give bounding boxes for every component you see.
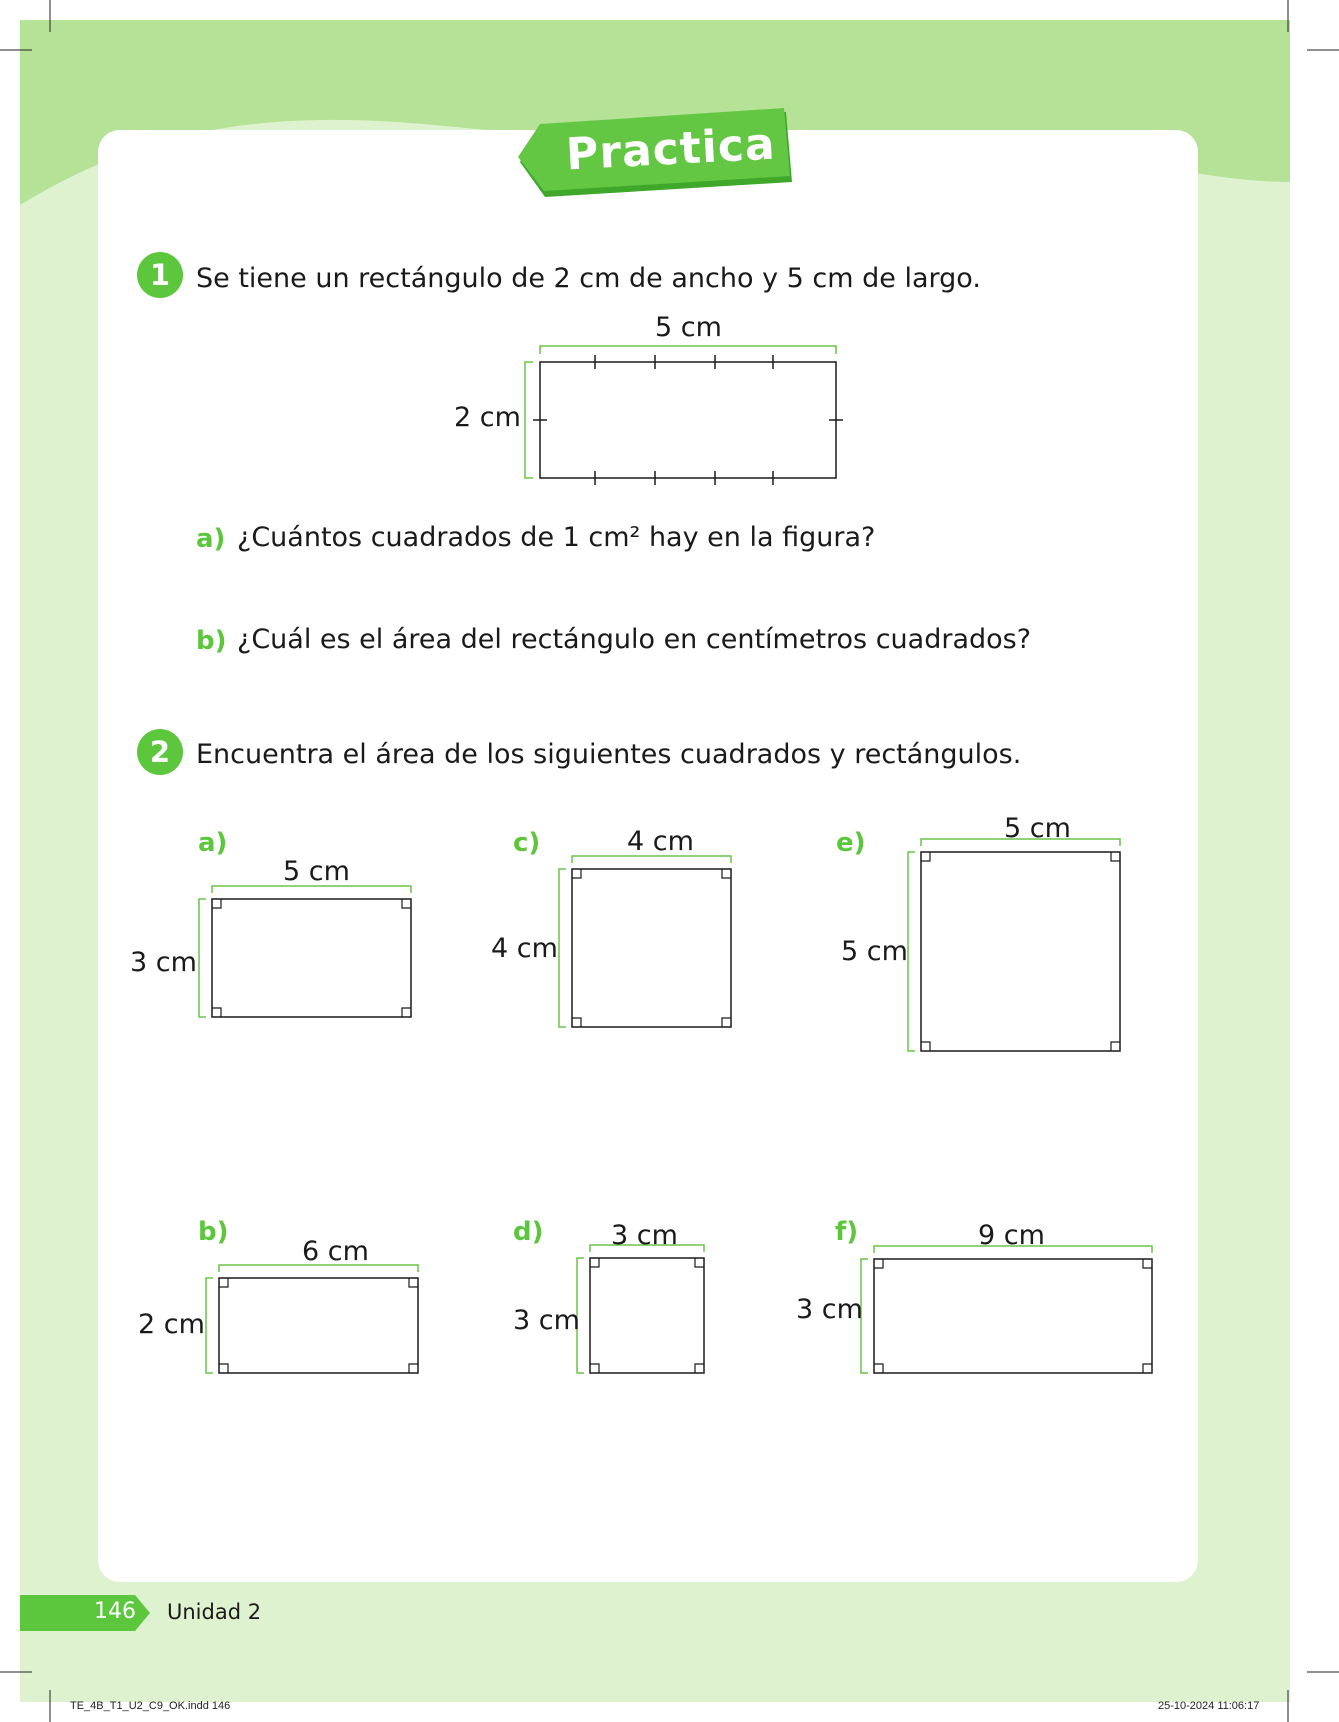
exercise-2-statement: Encuentra el área de los siguientes cuadrados y rectángulos.	[196, 739, 1022, 770]
figure-e-letter: e)	[836, 828, 866, 858]
page-title: Practica	[564, 118, 777, 181]
question-a-letter: a)	[196, 524, 226, 554]
unit-label: Unidad 2	[167, 1600, 262, 1624]
print-timestamp: 25-10-2024 11:06:17	[1158, 1700, 1260, 1712]
figure-a-width-label: 5 cm	[283, 856, 350, 887]
figure-f-height-label: 3 cm	[796, 1294, 863, 1325]
question-b-text: ¿Cuál es el área del rectángulo en centímetros cuadrados?	[237, 624, 1032, 655]
figure-c-letter: c)	[513, 828, 541, 858]
figure-b-letter: b)	[198, 1217, 229, 1247]
file-slug: TE_4B_T1_U2_C9_OK.indd 146	[70, 1700, 231, 1712]
exercise-1-badge: 1	[137, 252, 183, 298]
figure-e-width-label: 5 cm	[1004, 813, 1071, 844]
figure-c-width-label: 4 cm	[627, 826, 694, 857]
figure-d-letter: d)	[513, 1217, 544, 1247]
question-a-text: ¿Cuántos cuadrados de 1 cm² hay en la figura?	[237, 522, 876, 553]
exercise-2-badge: 2	[137, 729, 183, 775]
exercise-1-statement: Se tiene un rectángulo de 2 cm de ancho y 5 cm de largo.	[196, 263, 981, 294]
exercise-1-height-label: 2 cm	[454, 402, 521, 433]
figure-b-width-label: 6 cm	[302, 1236, 369, 1267]
question-b-letter: b)	[196, 626, 227, 656]
figure-a-height-label: 3 cm	[130, 947, 197, 978]
figure-f-letter: f)	[835, 1217, 859, 1247]
figure-d-width-label: 3 cm	[611, 1220, 678, 1251]
figure-f-width-label: 9 cm	[978, 1220, 1045, 1251]
figure-e-height-label: 5 cm	[841, 936, 908, 967]
figure-a-letter: a)	[198, 828, 228, 858]
figure-c-height-label: 4 cm	[491, 933, 558, 964]
exercise-1-width-label: 5 cm	[655, 312, 722, 343]
figure-d-height-label: 3 cm	[513, 1305, 580, 1336]
figure-b-height-label: 2 cm	[138, 1309, 205, 1340]
page-number: 146	[94, 1599, 136, 1624]
